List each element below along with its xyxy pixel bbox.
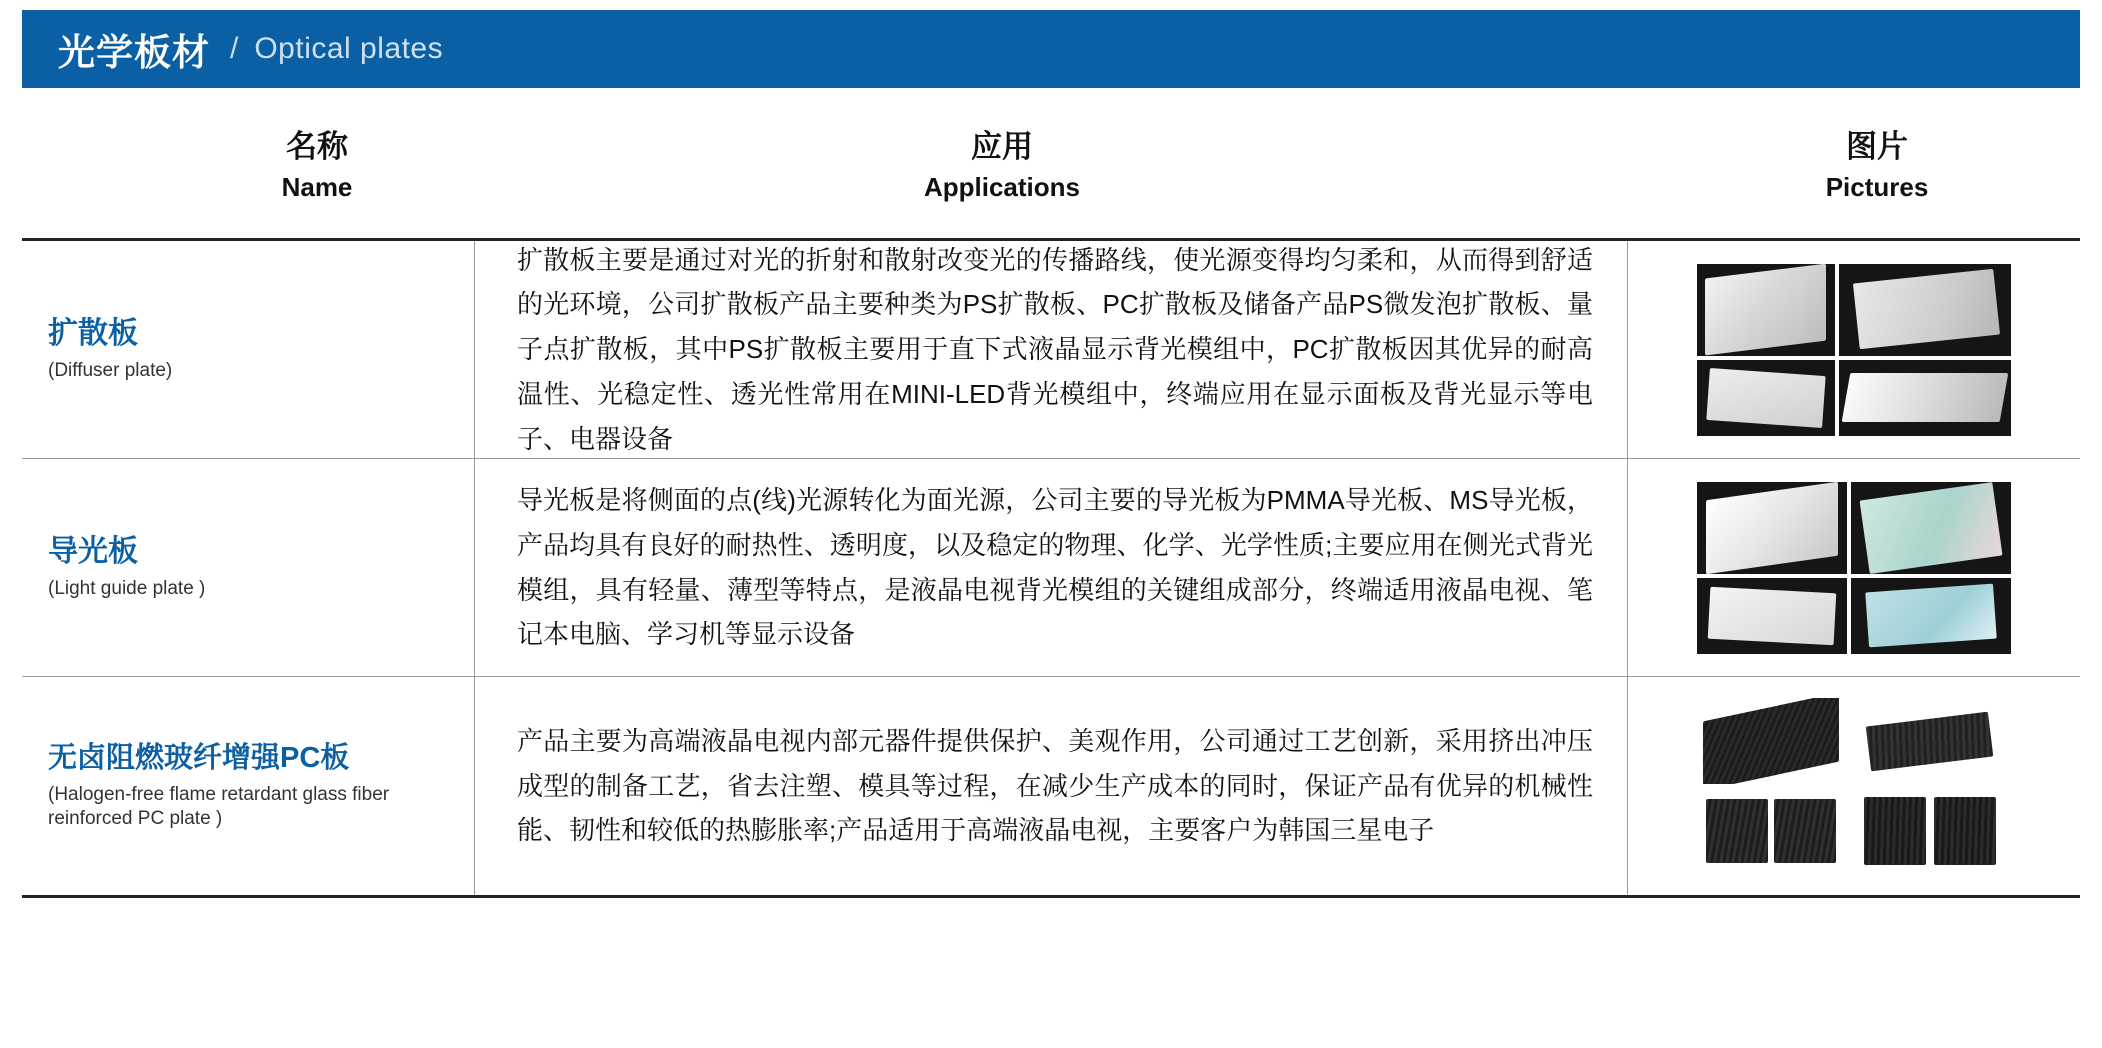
cell-application — [474, 459, 1628, 676]
table-row — [22, 241, 2080, 459]
photo-thumbnail — [1697, 698, 1845, 784]
photo-thumbnail — [1839, 360, 2011, 436]
photo-thumbnail — [1851, 578, 2011, 654]
light-guide-plate-photos — [1697, 482, 2011, 654]
product-name-cn: 扩散板 — [48, 316, 138, 350]
column-header-name — [152, 128, 482, 203]
column-header-applications — [832, 128, 1172, 203]
pc-plate-photos — [1697, 698, 2011, 874]
application-text: 扩散板主要是通过对光的折射和散射改变光的传播路线，使光源变得均匀柔和，从而得到舒适的光环境，公司扩散板产品主要种类为PS扩散板、PC扩散板及储备产品PS微发泡扩散板、量子点扩散板，其中PS扩散板主要用于直下式液晶显示背光模组中，PC扩散板因其优异的耐高温性、光稳定性、透光性常用在MINI-LED背光模组中，终端应用在显示面板及背光显示等电子、电器设备 — [517, 244, 1593, 454]
title-separator: / — [230, 32, 239, 65]
column-header-name-en: Name — [281, 171, 353, 202]
photo-thumbnail — [1697, 482, 1847, 574]
product-name-en: (Diffuser plate) — [48, 359, 173, 381]
column-header-applications-en: Applications — [923, 171, 1080, 202]
photo-thumbnail — [1697, 360, 1835, 436]
cell-picture — [1628, 241, 2080, 458]
column-header-pictures-en: Pictures — [1825, 171, 1929, 202]
application-text: 导光板是将侧面的点(线)光源转化为面光源，公司主要的导光板为PMMA导光板、MS导光板，产品均具有良好的耐热性、透明度，以及稳定的物理、化学、光学性质;主要应用在侧光式背光模组，具有轻量、薄型等特点，是液晶电视背光模组的关键组成部分，终端适用液晶电视、笔记本电脑、学习机等显示设备 — [517, 485, 1593, 650]
photo-thumbnail — [1849, 698, 2011, 784]
column-header-pictures-cn: 图片 — [1846, 129, 1908, 164]
cell-application — [474, 241, 1628, 458]
products-table — [22, 238, 2080, 898]
diffuser-plate-photos — [1697, 264, 2011, 436]
cell-product-name — [22, 241, 474, 458]
photo-thumbnail — [1851, 482, 2011, 574]
product-name-cn: 无卤阻燃玻纤增强PC板 — [48, 741, 350, 774]
photo-thumbnail — [1839, 264, 2011, 356]
application-text: 产品主要为高端液晶电视内部元器件提供保护、美观作用，公司通过工艺创新，采用挤出冲压成型的制备工艺，省去注塑、模具等过程，在减少生产成本的同时，保证产品有优异的机械性能、韧性和较低的热膨胀率;产品适用于高端液晶电视，主要客户为韩国三星电子 — [517, 725, 1593, 846]
cell-product-name — [22, 459, 474, 676]
cell-picture — [1628, 677, 2080, 895]
photo-thumbnail — [1849, 788, 2011, 874]
cell-application — [474, 677, 1628, 895]
table-row — [22, 677, 2080, 895]
cell-picture — [1628, 459, 2080, 676]
product-name-en: (Halogen-free flame retardant glass fiber reinforced PC plate ) — [48, 783, 390, 829]
column-headers — [22, 110, 2080, 230]
photo-thumbnail — [1697, 264, 1835, 356]
column-header-pictures — [1712, 128, 2042, 203]
page-title-cn: 光学板材 — [58, 32, 210, 73]
column-header-name-cn: 名称 — [286, 129, 348, 164]
cell-product-name — [22, 677, 474, 895]
column-header-applications-cn: 应用 — [971, 129, 1033, 164]
table-row — [22, 459, 2080, 677]
page-title-en: Optical plates — [254, 32, 444, 65]
photo-thumbnail — [1697, 578, 1847, 654]
photo-thumbnail — [1697, 788, 1845, 874]
product-name-cn: 导光板 — [48, 534, 138, 568]
product-name-en: (Light guide plate ) — [48, 577, 206, 599]
page-header-bar — [22, 10, 2080, 88]
